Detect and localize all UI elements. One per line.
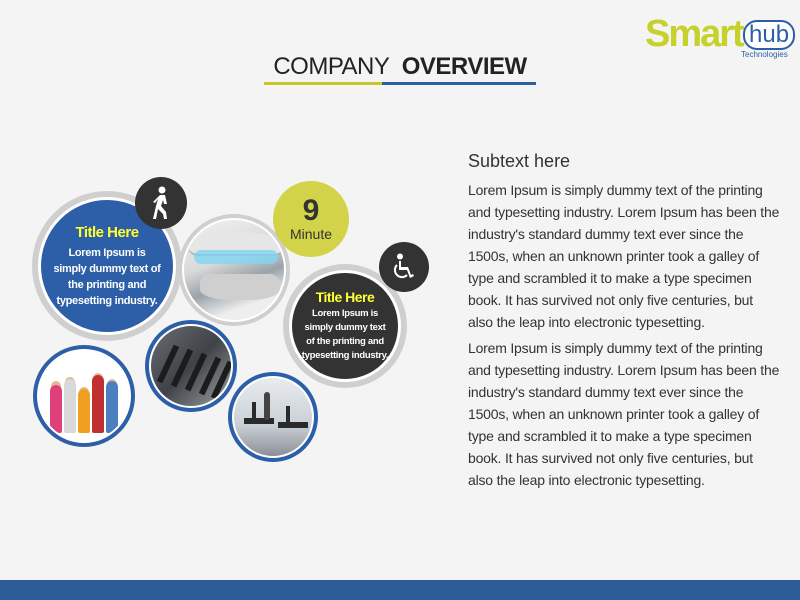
logo-smart-text: Smart: [645, 13, 743, 55]
minute-label: Minute: [289, 226, 333, 242]
treadmill-photo: [232, 376, 314, 458]
logo-tech-text: Technologies: [741, 50, 788, 59]
paragraph-1: Lorem Ipsum is simply dummy text of the printing and typesetting industry. Lorem Ipsum has been the industry's standard dummy text ever since the 1500s, when an unknown printer took a galley of type and scrambled it to make a type specimen book. It has survived not only five centuries, but also the leap into electronic typesetting.: [468, 182, 780, 330]
minute-badge: [273, 181, 349, 257]
minute-number: 9: [302, 194, 320, 227]
wheelchair-icon-circle: [379, 242, 429, 292]
title-underline-right: [382, 82, 536, 85]
title-bold: OVERVIEW: [401, 53, 527, 80]
company-logo: [645, 14, 793, 62]
page-title: [264, 53, 536, 81]
title-light: COMPANY: [273, 53, 390, 80]
walk-icon-circle: [135, 177, 187, 229]
footer-bar: [0, 580, 800, 600]
dark-info-circle: [289, 270, 401, 382]
blue-circle-body: Lorem Ipsum is simply dummy text of the printing and typesetting industry.: [53, 246, 161, 307]
gym-machines-photo: [149, 324, 233, 408]
title-underline-left: [264, 82, 382, 85]
subtext-heading: Subtext here: [468, 151, 571, 171]
tanning-bed-photo: [182, 218, 286, 322]
paragraph-2: Lorem Ipsum is simply dummy text of the printing and typesetting industry. Lorem Ipsum has been the industry's standard dummy text ever since the 1500s, when an unknown printer took a galley of type and scrambled it to make a type specimen book. It has survived not only five centuries, but also the leap into electronic typesetting.: [468, 340, 780, 488]
logo-hub-text: hub: [743, 20, 795, 50]
blue-circle-title: Title Here: [75, 223, 139, 241]
dark-circle-title: Title Here: [315, 289, 375, 305]
walking-person-icon: [146, 186, 176, 220]
dark-circle-body: Lorem Ipsum is simply dummy text of the printing and typesetting industry.: [301, 308, 389, 361]
wheelchair-icon: [391, 253, 417, 281]
happy-people-photo: [37, 349, 131, 443]
